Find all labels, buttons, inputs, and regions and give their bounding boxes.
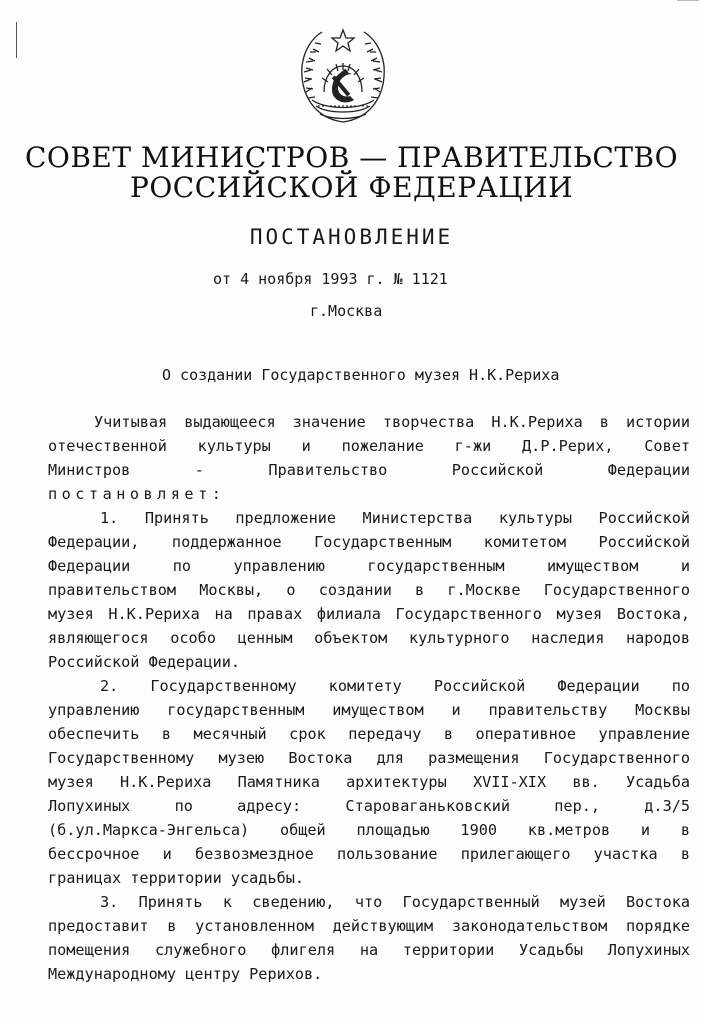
body-line: являющегося особо ценным объектом культурного наследия народов bbox=[48, 629, 690, 647]
body-line: правительством Москвы, о создании в г.Москве Государственного bbox=[48, 581, 690, 599]
body-line: обеспечить в месячный срок передачу в оперативное управление bbox=[48, 725, 690, 743]
body-line: Российской Федерации. bbox=[48, 653, 241, 671]
body-line: 2. Государственному комитету Российской Федерации по bbox=[100, 677, 690, 695]
document-city: г.Москва bbox=[310, 302, 383, 320]
government-title-line-2: РОССИЙСКОЙ ФЕДЕРАЦИИ bbox=[129, 171, 574, 204]
body-line: предоставит в установленном действующим законодательством порядке bbox=[48, 917, 690, 935]
document-date-number: от 4 ноября 1993 г. № 1121 bbox=[213, 270, 448, 288]
document-type: ПОСТАНОВЛЕНИЕ bbox=[249, 225, 454, 249]
coat-of-arms-emblem bbox=[294, 22, 392, 128]
body-line: границах территории усадьбы. bbox=[48, 869, 305, 887]
body-line: 3. Принять к сведению, что Государственный музей Востока bbox=[100, 893, 690, 911]
document-subject: О создании Государственного музея Н.К.Рериха bbox=[162, 366, 560, 384]
body-line: Международному центру Рерихов. bbox=[48, 965, 323, 983]
page-corner-mark bbox=[677, 0, 699, 9]
body-line: Министров - Правительство Российской Федерации bbox=[48, 461, 690, 479]
government-title-line-1: СОВЕТ МИНИСТРОВ — ПРАВИТЕЛЬСТВО bbox=[24, 141, 679, 174]
margin-mark bbox=[16, 22, 17, 58]
body-line: отечественной культуры и пожелание г-жи Д.Р.Рерих, Совет bbox=[48, 437, 690, 455]
body-line: Федерации, поддержанное Государственным комитетом Российской bbox=[48, 533, 690, 551]
body-line: Лопухиных по адресу: Староваганьковский пер., д.3/5 bbox=[48, 797, 690, 815]
body-line: Учитывая выдающееся значение творчества Н.К.Рериха в истории bbox=[94, 413, 690, 431]
body-line: Государственному музею Востока для размещения Государственного bbox=[48, 749, 690, 767]
body-line: музея Н.К.Рериха Памятника архитектуры XVII-XIX вв. Усадьба bbox=[48, 773, 690, 791]
body-line: (б.ул.Маркса-Энгельса) общей площадью 1900 кв.метров и в bbox=[48, 821, 690, 839]
body-line: помещения служебного флигеля на территории Усадьбы Лопухиных bbox=[48, 941, 690, 959]
body-line: управлению государственным имуществом и правительству Москвы bbox=[48, 701, 690, 719]
body-line: 1. Принять предложение Министерства культуры Российской bbox=[100, 509, 690, 527]
body-line: бессрочное и безвозмездное пользование прилегающего участка в bbox=[48, 845, 690, 863]
body-line: музея Н.К.Рериха на правах филиала Государственного музея Востока, bbox=[48, 605, 690, 623]
body-line-decree-verb: постановляет: bbox=[48, 485, 226, 503]
body-line: Федерации по управлению государственным имуществом и bbox=[48, 557, 690, 575]
